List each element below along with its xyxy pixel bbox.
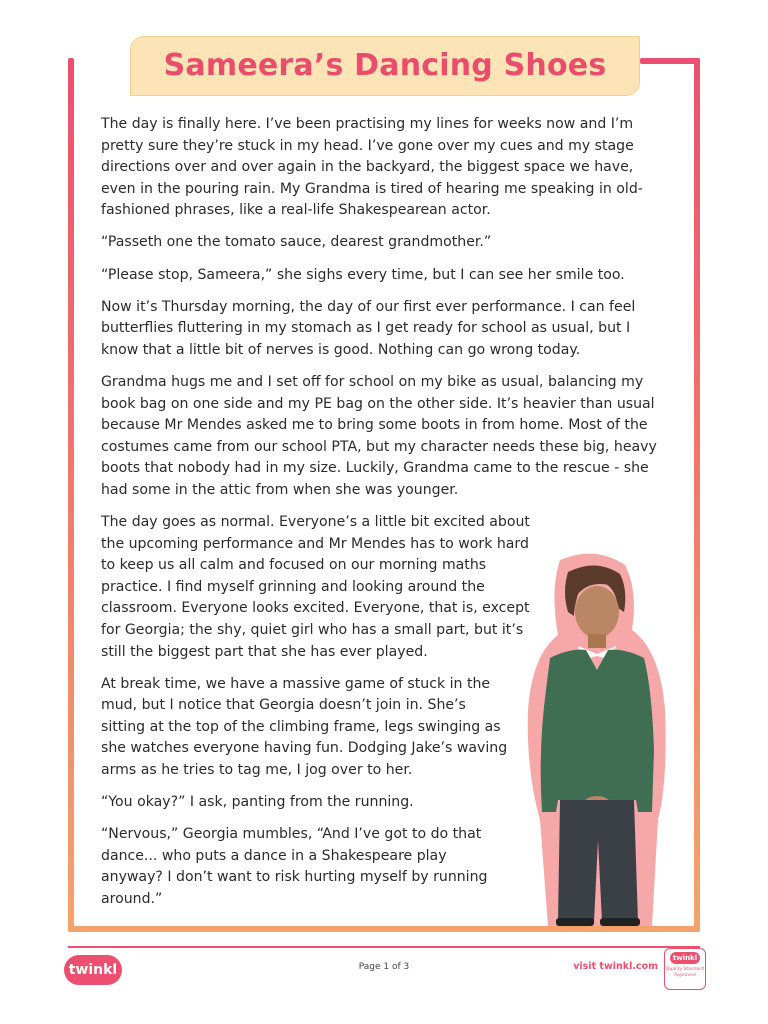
page-title: Sameera’s Dancing Shoes	[163, 48, 607, 83]
paragraph: “Please stop, Sameera,” she sighs every time, but I can see her smile too.	[101, 266, 625, 283]
footer-divider	[68, 946, 700, 948]
twinkl-logo[interactable]: twinkl	[64, 955, 122, 985]
frame-right-border	[694, 58, 700, 930]
paragraph: Grandma hugs me and I set off for school on my bike as usual, balancing my book bag on one side and my PE bag on the other side. It’s heavier than usual because Mr Mendes asked me to bring some boots in from home. Most of the costumes came from our school PTA, but my character needs these big, heavy boots that nobody had in my size. Luckily, Grandma came to the rescue - she had some in the attic from when she was younger.	[101, 373, 657, 498]
badge-text: Quality Standard Approved	[666, 967, 704, 978]
quality-badge-icon	[664, 948, 706, 990]
paragraph: “Nervous,” Georgia mumbles, “And I’ve got to do that dance... who puts a dance in a Shakespeare play anyway? I don’t want to risk hurting myself by running around.”	[101, 826, 488, 907]
girl-illustration	[520, 550, 670, 928]
paragraph: The day is finally here. I’ve been practising my lines for weeks now and I’m pretty sure they’re stuck in my head. I’ve gone over my cues and my stage directions over and over again in the backyard, the biggest space we have, even in the pouring rain. My Grandma is tired of hearing me speaking in old-fashioned phrases, like a real-life Shakespearean actor.	[101, 116, 643, 219]
paragraph: “You okay?” I ask, panting from the running.	[101, 794, 414, 811]
paragraph: Now it’s Thursday morning, the day of our first ever performance. I can feel butterflies fluttering in my stomach as I get ready for school as usual, but I know that a little bit of nerves is good. Nothing can go wrong today.	[101, 298, 636, 358]
badge-logo: twinkl	[670, 952, 700, 964]
visit-link[interactable]: visit twinkl.com	[573, 961, 658, 972]
page-number: Page 1 of 3	[358, 962, 410, 972]
frame-left-border	[68, 58, 74, 930]
frame-top-border	[640, 58, 700, 64]
paragraph: At break time, we have a massive game of stuck in the mud, but I notice that Georgia doesn’t join in. She’s sitting at the top of the climbing frame, legs swinging as she watches everyone having fun. Dodging Jake’s waving arms as he tries to tag me, I jog over to her.	[101, 675, 508, 779]
paragraph: The day goes as normal. Everyone’s a little bit excited about the upcoming performance and Mr Mendes has to work hard to keep us all calm and focused on our morning maths practice. I find myself grinning and looking around the classroom. Everyone looks excited. Everyone, that is, except for Georgia; the shy, quiet girl who has a small part, but it’s still the biggest part that she has ever played.	[101, 514, 530, 660]
paragraph: “Passeth one the tomato sauce, dearest grandmother.”	[101, 234, 492, 251]
